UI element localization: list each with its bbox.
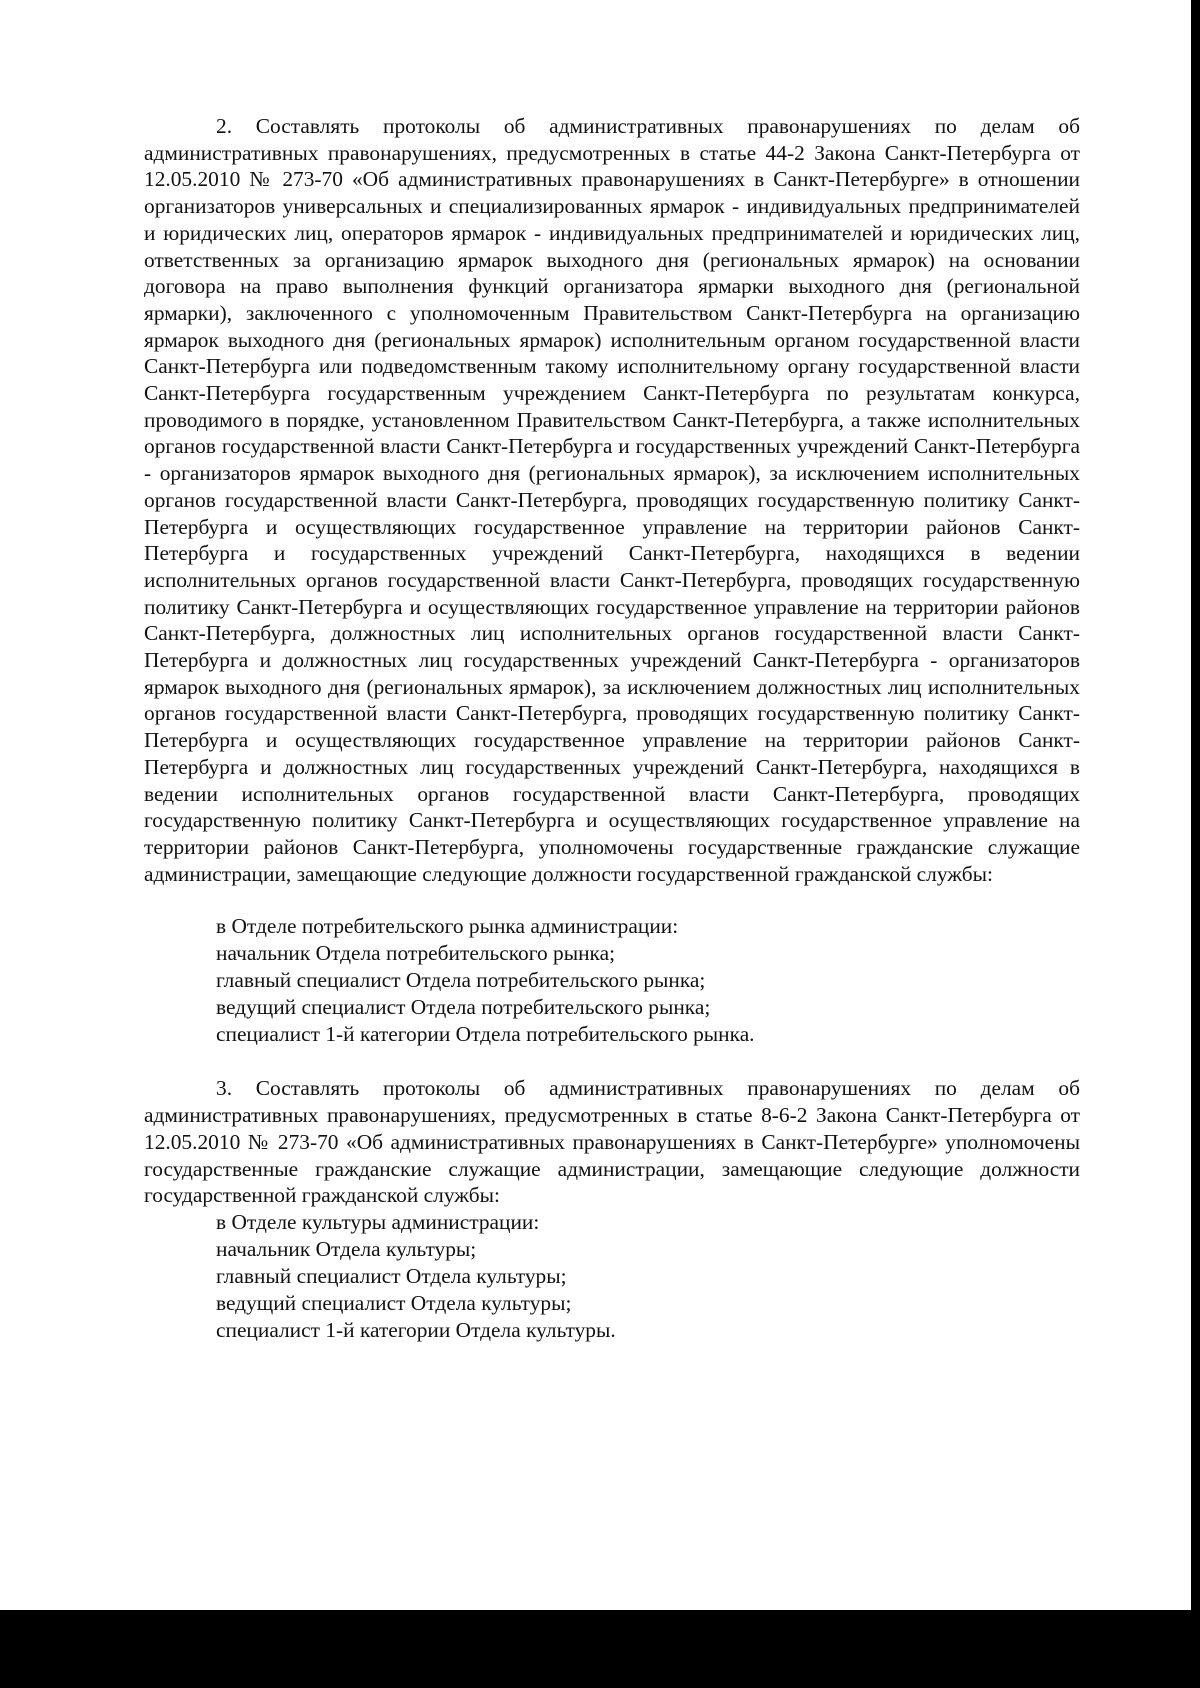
list-item: начальник Отдела культуры;	[216, 1236, 477, 1261]
list-item: в Отделе культуры администрации:	[216, 1209, 540, 1234]
list-item: в Отделе потребительского рынка администрации:	[216, 914, 679, 939]
scan-border-bottom	[0, 1610, 1200, 1688]
paragraph-3: 3. Составлять протоколы об административных правонарушениях по делам об административных правонарушениях, предусмотренных в статье 8-6-2 Закона Санкт-Петербурга от 12.05.2010 № 273-70 «Об административных правонарушениях в Санкт-Петербурге» уполномочены государственные гражданские служащие администрации, замещающие следующие должности государственной гражданской службы:	[144, 1076, 1080, 1208]
list-item: главный специалист Отдела потребительского рынка;	[216, 968, 706, 993]
list-item: главный специалист Отдела культуры;	[216, 1263, 567, 1288]
paragraph-2: 2. Составлять протоколы об административных правонарушениях по делам об административных правонарушениях, предусмотренных в статье 44-2 Закона Санкт-Петербурга от 12.05.2010 № 273-70 «Об административных правонарушениях в Санкт-Петербурге» в отношении организаторов универсальных и специализированных ярмарок - индивидуальных предпринимателей и юридических лиц, операторов ярмарок - индивидуальных предпринимателей и юридических лиц, ответственных за организацию ярмарок выходного дня (региональных ярмарок) на основании договора на право выполнения функций организатора ярмарки выходного дня (региональной ярмарки), заключенного с уполномоченным Правительством Санкт-Петербурга на организацию ярмарок выходного дня (региональных ярмарок) исполнительным органом государственной власти Санкт-Петербурга или подведомственным такому исполнительному органу государственной власти Санкт-Петербурга государственным учреждением Санкт-Петербурга по результатам конкурса, проводимого в порядке, установленном Правительством Санкт-Петербурга, а также исполнительных органов государственной власти Санкт-Петербурга и государственных учреждений Санкт-Петербурга - организаторов ярмарок выходного дня (региональных ярмарок), за исключением исполнительных органов государственной власти Санкт-Петербурга, проводящих государственную политику Санкт-Петербурга и осуществляющих государственное управление на территории районов Санкт-Петербурга и государственных учреждений Санкт-Петербурга, находящихся в ведении исполнительных органов государственной власти Санкт-Петербурга, проводящих государственную политику Санкт-Петербурга и осуществляющих государственное управление на территории районов Санкт-Петербурга, должностных лиц исполнительных органов государственной власти Санкт-Петербурга и должностных лиц государственных учреждений Санкт-Петербурга - организаторов ярмарок выходного дня (региональных ярмарок), за исключением должностных лиц исполнительных органов государственной власти Санкт-Петербурга, проводящих государственную политику Санкт-Петербурга и осуществляющих государственное управление на территории районов Санкт-Петербурга и должностных лиц государственных учреждений Санкт-Петербурга, находящихся в ведении исполнительных органов государственной власти Санкт-Петербурга, проводящих государственную политику Санкт-Петербурга и осуществляющих государственное управление на территории районов Санкт-Петербурга, уполномочены государственные гражданские служащие администрации, замещающие следующие должности государственной гражданской службы:	[144, 114, 1080, 886]
scan-border-right	[1191, 0, 1200, 1688]
culture-positions-list	[144, 1209, 1080, 1344]
list-item: специалист 1-й категории Отдела потребительского рынка.	[216, 1022, 755, 1047]
list-item: специалист 1-й категории Отдела культуры.	[216, 1317, 616, 1342]
consumer-market-positions-list	[144, 913, 1080, 1048]
list-item: начальник Отдела потребительского рынка;	[216, 941, 616, 966]
list-item: ведущий специалист Отдела потребительского рынка;	[216, 995, 711, 1020]
document-body	[144, 113, 1080, 1344]
list-item: ведущий специалист Отдела культуры;	[216, 1290, 572, 1315]
